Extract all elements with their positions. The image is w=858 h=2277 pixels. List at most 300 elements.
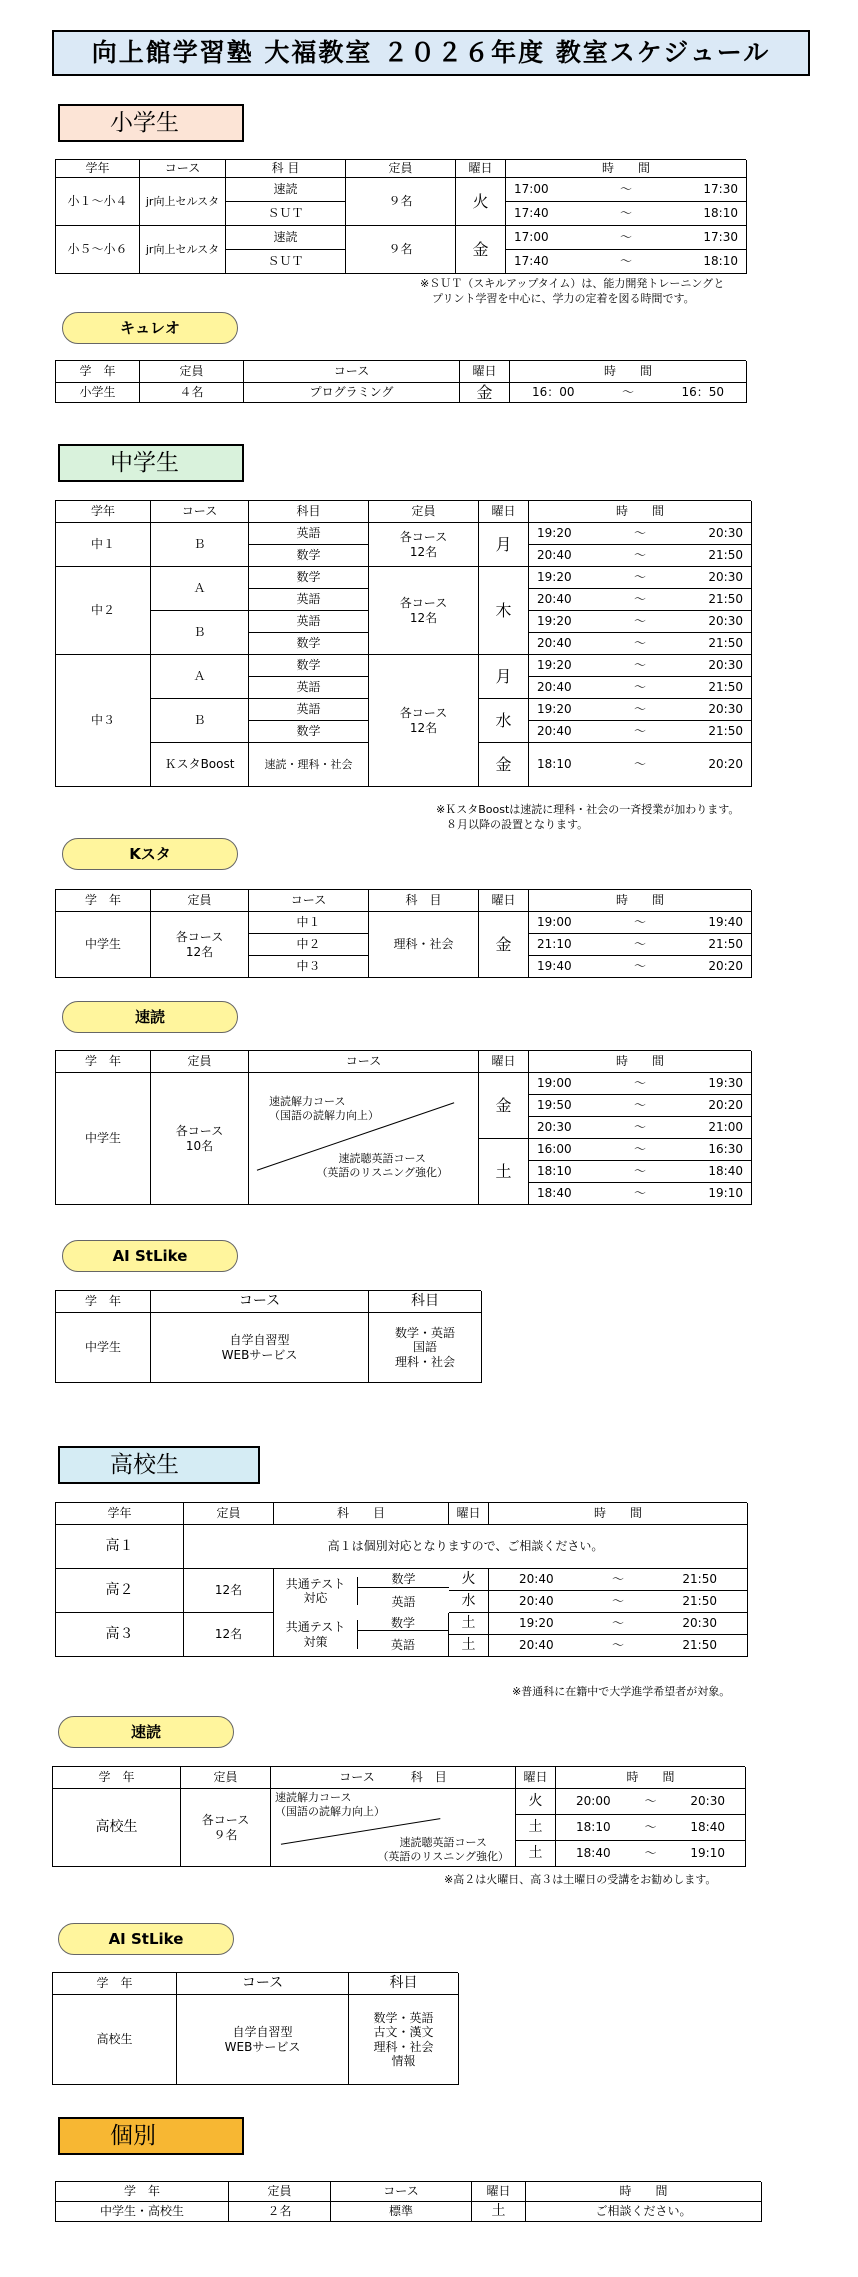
grade-cell: 高校生 bbox=[53, 1995, 177, 2085]
course-split-cell bbox=[271, 1789, 516, 1867]
t: ～ bbox=[619, 182, 632, 197]
subject-cell: 英語 bbox=[249, 611, 369, 633]
time-cell bbox=[489, 1591, 748, 1613]
t: ～ bbox=[633, 1142, 646, 1157]
th: コース bbox=[249, 890, 369, 912]
t: 20:40 bbox=[519, 1638, 554, 1653]
section-high: 高校生 bbox=[58, 1446, 260, 1484]
t: 21:50 bbox=[708, 680, 743, 695]
time-cell bbox=[506, 226, 747, 250]
day-cell: 土 bbox=[516, 1815, 556, 1841]
t: ～ bbox=[633, 702, 646, 717]
t: ～ bbox=[633, 1120, 646, 1135]
t: 18:40 bbox=[576, 1846, 611, 1861]
time-cell bbox=[529, 1117, 752, 1139]
subject-cell: 英語 bbox=[249, 677, 369, 699]
course-a: 速読解力コース （国語の読解力向上） bbox=[269, 1095, 379, 1122]
t: 21:50 bbox=[682, 1638, 717, 1653]
subject-cell: 数学 bbox=[358, 1616, 448, 1631]
t: 17:00 bbox=[514, 230, 549, 245]
grade-cell: 中学生 bbox=[56, 912, 151, 978]
time-cell bbox=[510, 383, 747, 403]
capacity-cell: 12名 bbox=[184, 1613, 274, 1657]
t: ～ bbox=[633, 915, 646, 930]
subject-cell: 数学・英語 国語 理科・社会 bbox=[369, 1313, 482, 1383]
t: ～ bbox=[633, 658, 646, 673]
diagonal-line bbox=[249, 1073, 478, 1204]
t: 16:00 bbox=[537, 1142, 572, 1157]
th: 時 間 bbox=[529, 501, 752, 523]
th: コース 科 目 bbox=[271, 1767, 516, 1789]
kobetsu-table bbox=[55, 2181, 761, 2222]
t: ～ bbox=[611, 1638, 624, 1653]
grade-cell: 小１～小４ bbox=[56, 178, 140, 226]
th: 定員 bbox=[229, 2182, 331, 2202]
t: ～ bbox=[633, 757, 646, 772]
th: 学年 bbox=[56, 501, 151, 523]
th: 曜日 bbox=[479, 890, 529, 912]
t: 20:40 bbox=[537, 592, 572, 607]
th: 学年 bbox=[56, 1503, 184, 1525]
day-cell: 金 bbox=[479, 1073, 529, 1139]
grade-cell: 中学生 bbox=[56, 1313, 151, 1383]
t: ～ bbox=[633, 1098, 646, 1113]
th: 科目 bbox=[369, 1291, 482, 1313]
day-cell: 火 bbox=[516, 1789, 556, 1815]
th: 時 間 bbox=[506, 160, 747, 178]
time-cell bbox=[529, 743, 752, 787]
time-cell bbox=[529, 633, 752, 655]
t: 19:20 bbox=[537, 526, 572, 541]
course-cell: 標準 bbox=[331, 2202, 472, 2222]
t: ～ bbox=[633, 937, 646, 952]
course-cell: ＫスタBoost bbox=[151, 743, 249, 787]
t: 18:40 bbox=[690, 1820, 725, 1835]
course-cell: Ａ bbox=[151, 567, 249, 611]
time-cell bbox=[529, 677, 752, 699]
th: 時 間 bbox=[556, 1767, 746, 1789]
th: 定員 bbox=[140, 361, 244, 383]
th: 定員 bbox=[346, 160, 456, 178]
t: ～ bbox=[633, 1164, 646, 1179]
th: 曜日 bbox=[479, 1051, 529, 1073]
time-cell: ご相談ください。 bbox=[526, 2202, 762, 2222]
t: ～ bbox=[611, 1594, 624, 1609]
th: 学 年 bbox=[53, 1973, 177, 1995]
grade-cell: 高３ bbox=[56, 1613, 184, 1657]
high-table bbox=[55, 1502, 747, 1657]
day-cell: 月 bbox=[479, 523, 529, 567]
th: 曜日 bbox=[479, 501, 529, 523]
t: 18:10 bbox=[537, 757, 572, 772]
th: コース bbox=[151, 501, 249, 523]
th: 科目 bbox=[249, 501, 369, 523]
t: ～ bbox=[633, 636, 646, 651]
th: 定員 bbox=[369, 501, 479, 523]
t: ～ bbox=[633, 1186, 646, 1201]
time-cell bbox=[529, 956, 752, 978]
t: 20:20 bbox=[708, 959, 743, 974]
grade-cell: 中学生 bbox=[56, 1073, 151, 1205]
t: ～ bbox=[633, 526, 646, 541]
day-cell: 月 bbox=[479, 655, 529, 699]
course-a: 速読解力コース （国語の読解力向上） bbox=[275, 1791, 385, 1818]
th: 科 目 bbox=[226, 160, 346, 178]
subject-group bbox=[274, 1569, 449, 1613]
day-cell: 土 bbox=[479, 1139, 529, 1205]
grade-cell: 中１ bbox=[56, 523, 151, 567]
grade-cell: 高２ bbox=[56, 1569, 184, 1613]
th: 時 間 bbox=[529, 1051, 752, 1073]
t: 19:20 bbox=[537, 702, 572, 717]
grade-cell: 小学生 bbox=[56, 383, 140, 403]
course-cell: Ｂ bbox=[151, 611, 249, 655]
t: 21:50 bbox=[682, 1572, 717, 1587]
t: 18:40 bbox=[708, 1164, 743, 1179]
t: 21:50 bbox=[708, 592, 743, 607]
subject-cell: ＳＵＴ bbox=[226, 202, 346, 226]
capacity-cell: ９名 bbox=[346, 178, 456, 226]
day-cell: 金 bbox=[479, 743, 529, 787]
day-cell: 金 bbox=[479, 912, 529, 978]
capacity-cell: 各コース 12名 bbox=[369, 655, 479, 787]
grade-cell: 中３ bbox=[56, 655, 151, 787]
time-cell bbox=[529, 611, 752, 633]
t: 21:50 bbox=[708, 724, 743, 739]
day-cell: 土 bbox=[516, 1841, 556, 1867]
t: 17:30 bbox=[703, 230, 738, 245]
t: 21:50 bbox=[682, 1594, 717, 1609]
time-cell bbox=[529, 1183, 752, 1205]
t: 21:50 bbox=[708, 548, 743, 563]
t: ～ bbox=[619, 206, 632, 221]
course-cell: jr向上セルスタ bbox=[140, 178, 226, 226]
day-cell: 土 bbox=[449, 1635, 489, 1657]
ai-middle-table bbox=[55, 1290, 481, 1383]
t: 21:10 bbox=[537, 937, 572, 952]
time-cell bbox=[529, 934, 752, 956]
th: コース bbox=[244, 361, 460, 383]
course-b: 速読聴英語コース （英語のリスニング強化） bbox=[377, 1836, 509, 1863]
t: ～ bbox=[619, 230, 632, 245]
t: 19:20 bbox=[537, 658, 572, 673]
t: 20:30 bbox=[690, 1794, 725, 1809]
subject-group bbox=[274, 1613, 449, 1657]
sokudoku-table bbox=[55, 1050, 751, 1205]
th: コース bbox=[151, 1291, 369, 1313]
th: 時 間 bbox=[510, 361, 747, 383]
t: 19:40 bbox=[537, 959, 572, 974]
note: ※ＳＵＴ（スキルアップタイム）は、能力開発トレーニングと bbox=[420, 277, 725, 290]
grade-cell: 高１ bbox=[56, 1525, 184, 1569]
grade-cell: 小５～小６ bbox=[56, 226, 140, 274]
t: 19:00 bbox=[537, 1076, 572, 1091]
t: 20:40 bbox=[519, 1594, 554, 1609]
time-cell bbox=[529, 1139, 752, 1161]
th: 科 目 bbox=[369, 890, 479, 912]
course-split-cell bbox=[249, 1073, 479, 1205]
course-cell: 中１ bbox=[249, 912, 369, 934]
elementary-table bbox=[55, 159, 746, 274]
course-cell: Ｂ bbox=[151, 523, 249, 567]
label-ai-stlike-middle: AI StLike bbox=[62, 1240, 238, 1272]
course-cell: 自学自習型 WEBサービス bbox=[151, 1313, 369, 1383]
t: 20:00 bbox=[576, 1794, 611, 1809]
subject-cell: 数学 bbox=[249, 633, 369, 655]
th: 定員 bbox=[181, 1767, 271, 1789]
subject-cell: 英語 bbox=[249, 699, 369, 721]
th: 時 間 bbox=[526, 2182, 762, 2202]
t: ～ bbox=[633, 570, 646, 585]
t: 21:50 bbox=[708, 636, 743, 651]
course-cell: Ａ bbox=[151, 655, 249, 699]
subject-cell: 速読 bbox=[226, 178, 346, 202]
page-title: 向上館学習塾 大福教室 ２０２６年度 教室スケジュール bbox=[52, 30, 810, 76]
note: ※普通科に在籍中で大学進学希望者が対象。 bbox=[512, 1685, 731, 1698]
t: 20:40 bbox=[537, 636, 572, 651]
middle-table bbox=[55, 500, 751, 787]
time-cell bbox=[529, 1073, 752, 1095]
t: 20:40 bbox=[537, 680, 572, 695]
t: 21:00 bbox=[708, 1120, 743, 1135]
t: 19:50 bbox=[537, 1098, 572, 1113]
subject-cell: 英語 bbox=[390, 1638, 415, 1653]
label-ksta: Kスタ bbox=[62, 838, 238, 870]
capacity-cell: ２名 bbox=[229, 2202, 331, 2222]
t: ～ bbox=[633, 724, 646, 739]
subject-cell: 数学・英語 古文・漢文 理科・社会 情報 bbox=[349, 1995, 459, 2085]
note: ※高２は火曜日、高３は土曜日の受講をお勧めします。 bbox=[444, 1873, 717, 1886]
t: ～ bbox=[619, 254, 632, 269]
t: 17:40 bbox=[514, 206, 549, 221]
day-cell: 土 bbox=[472, 2202, 526, 2222]
time-cell bbox=[489, 1635, 748, 1657]
grade-cell: 高校生 bbox=[53, 1789, 181, 1867]
capacity-cell: ４名 bbox=[140, 383, 244, 403]
th: 学 年 bbox=[56, 361, 140, 383]
th: 曜日 bbox=[449, 1503, 489, 1525]
subject-cell: 数学 bbox=[249, 721, 369, 743]
course-cell: 共通テスト 対応 bbox=[274, 1577, 358, 1606]
t: 20:30 bbox=[682, 1616, 717, 1631]
t: 16:30 bbox=[708, 1142, 743, 1157]
grade-cell: 中学生・高校生 bbox=[56, 2202, 229, 2222]
curio-table bbox=[55, 360, 746, 403]
ksta-table bbox=[55, 889, 751, 978]
time-cell bbox=[529, 545, 752, 567]
label-curio: キュレオ bbox=[62, 312, 238, 344]
day-cell: 金 bbox=[460, 383, 510, 403]
th: 曜日 bbox=[516, 1767, 556, 1789]
t: ～ bbox=[644, 1794, 657, 1809]
course-cell: 中２ bbox=[249, 934, 369, 956]
capacity-cell: 各コース 10名 bbox=[151, 1073, 249, 1205]
course-cell: 自学自習型 WEBサービス bbox=[177, 1995, 349, 2085]
th: 学 年 bbox=[56, 890, 151, 912]
grade-cell: 中２ bbox=[56, 567, 151, 655]
th: コース bbox=[177, 1973, 349, 1995]
note: ８月以降の設置となります。 bbox=[446, 818, 589, 831]
t: 20:30 bbox=[708, 526, 743, 541]
t: 17:00 bbox=[514, 182, 549, 197]
t: 17:30 bbox=[703, 182, 738, 197]
t: ～ bbox=[621, 385, 634, 400]
t: 18:40 bbox=[537, 1186, 572, 1201]
t: 20:30 bbox=[708, 658, 743, 673]
note: プリント学習を中心に、学力の定着を図る時間です。 bbox=[432, 292, 695, 305]
time-cell bbox=[529, 523, 752, 545]
th: 定員 bbox=[151, 1051, 249, 1073]
day-cell: 土 bbox=[449, 1613, 489, 1635]
section-kobetsu: 個別 bbox=[58, 2117, 244, 2155]
subject-cell: 英語 bbox=[391, 1594, 416, 1609]
subject-cell: 英語 bbox=[249, 589, 369, 611]
t: 20:20 bbox=[708, 757, 743, 772]
section-elementary: 小学生 bbox=[58, 104, 244, 142]
t: 20:20 bbox=[708, 1098, 743, 1113]
day-cell: 火 bbox=[456, 178, 506, 226]
note: ※ＫスタBoostは速読に理科・社会の一斉授業が加わります。 bbox=[436, 803, 740, 816]
subject-cell: 英語 bbox=[249, 523, 369, 545]
capacity-cell: 各コース 12名 bbox=[369, 567, 479, 655]
subject-cell: 数学 bbox=[249, 545, 369, 567]
t: 19:20 bbox=[519, 1616, 554, 1631]
course-cell: 共通テスト 対策 bbox=[274, 1620, 358, 1649]
time-cell bbox=[529, 1161, 752, 1183]
capacity-cell: 各コース 12名 bbox=[369, 523, 479, 567]
day-cell: 火 bbox=[449, 1569, 489, 1591]
time-cell bbox=[489, 1569, 748, 1591]
t: 16：50 bbox=[681, 385, 724, 400]
t: ～ bbox=[644, 1820, 657, 1835]
subject-cell: 数学 bbox=[358, 1572, 449, 1587]
t: 19:10 bbox=[708, 1186, 743, 1201]
capacity-cell: 12名 bbox=[184, 1569, 274, 1613]
course-cell: プログラミング bbox=[244, 383, 460, 403]
t: 19:20 bbox=[537, 570, 572, 585]
th: 学 年 bbox=[56, 2182, 229, 2202]
t: 19:10 bbox=[690, 1846, 725, 1861]
th: 定員 bbox=[151, 890, 249, 912]
th: 学年 bbox=[56, 160, 140, 178]
course-b: 速読聴英語コース （英語のリスニング強化） bbox=[316, 1152, 448, 1179]
t: 18:10 bbox=[576, 1820, 611, 1835]
t: 17:40 bbox=[514, 254, 549, 269]
t: ～ bbox=[611, 1616, 624, 1631]
t: ～ bbox=[633, 1076, 646, 1091]
time-cell bbox=[489, 1613, 748, 1635]
th: 曜日 bbox=[460, 361, 510, 383]
th: 時 間 bbox=[529, 890, 752, 912]
time-cell bbox=[529, 699, 752, 721]
time-cell bbox=[529, 589, 752, 611]
subject-cell: 数学 bbox=[249, 655, 369, 677]
message-cell: 高１は個別対応となりますので、ご相談ください。 bbox=[184, 1525, 748, 1569]
th: 時 間 bbox=[489, 1503, 748, 1525]
t: 20:30 bbox=[537, 1120, 572, 1135]
t: 20:40 bbox=[537, 548, 572, 563]
time-cell bbox=[529, 912, 752, 934]
subject-cell: 数学 bbox=[249, 567, 369, 589]
t: 20:40 bbox=[519, 1572, 554, 1587]
th: 学 年 bbox=[53, 1767, 181, 1789]
high-sokudoku-table bbox=[52, 1766, 745, 1867]
t: ～ bbox=[633, 959, 646, 974]
th: コース bbox=[140, 160, 226, 178]
subject-cell: 理科・社会 bbox=[369, 912, 479, 978]
th: コース bbox=[249, 1051, 479, 1073]
time-cell bbox=[529, 567, 752, 589]
capacity-cell: ９名 bbox=[346, 226, 456, 274]
time-cell bbox=[506, 202, 747, 226]
t: 18:10 bbox=[703, 206, 738, 221]
t: 19:20 bbox=[537, 614, 572, 629]
time-cell bbox=[556, 1841, 746, 1867]
time-cell bbox=[506, 250, 747, 274]
day-cell: 木 bbox=[479, 567, 529, 655]
course-cell: jr向上セルスタ bbox=[140, 226, 226, 274]
t: ～ bbox=[633, 548, 646, 563]
t: 20:30 bbox=[708, 702, 743, 717]
t: ～ bbox=[633, 614, 646, 629]
subject-cell: 速読 bbox=[226, 226, 346, 250]
time-cell bbox=[506, 178, 747, 202]
th: 曜日 bbox=[456, 160, 506, 178]
day-cell: 水 bbox=[449, 1591, 489, 1613]
label-ai-stlike-high: AI StLike bbox=[58, 1923, 234, 1955]
course-cell: 中３ bbox=[249, 956, 369, 978]
t: 20:30 bbox=[708, 570, 743, 585]
capacity-cell: 各コース ９名 bbox=[181, 1789, 271, 1867]
t: ～ bbox=[633, 592, 646, 607]
t: ～ bbox=[611, 1572, 624, 1587]
t: 20:30 bbox=[708, 614, 743, 629]
time-cell bbox=[529, 1095, 752, 1117]
time-cell bbox=[529, 655, 752, 677]
t: 20:40 bbox=[537, 724, 572, 739]
th: 学 年 bbox=[56, 1051, 151, 1073]
t: ～ bbox=[633, 680, 646, 695]
t: 19:30 bbox=[708, 1076, 743, 1091]
th: コース bbox=[331, 2182, 472, 2202]
t: 18:10 bbox=[703, 254, 738, 269]
t: 19:40 bbox=[708, 915, 743, 930]
time-cell bbox=[556, 1815, 746, 1841]
subject-cell: ＳＵＴ bbox=[226, 250, 346, 274]
th: 学 年 bbox=[56, 1291, 151, 1313]
label-sokudoku-high: 速読 bbox=[58, 1716, 234, 1748]
ai-high-table bbox=[52, 1972, 458, 2085]
time-cell bbox=[529, 721, 752, 743]
day-cell: 水 bbox=[479, 699, 529, 743]
t: 18:10 bbox=[537, 1164, 572, 1179]
t: 21:50 bbox=[708, 937, 743, 952]
t: 19:00 bbox=[537, 915, 572, 930]
capacity-cell: 各コース 12名 bbox=[151, 912, 249, 978]
th: 科 目 bbox=[274, 1503, 449, 1525]
label-sokudoku: 速読 bbox=[62, 1001, 238, 1033]
course-cell: Ｂ bbox=[151, 699, 249, 743]
day-cell: 金 bbox=[456, 226, 506, 274]
t: 16：00 bbox=[532, 385, 575, 400]
th: 曜日 bbox=[472, 2182, 526, 2202]
subject-cell: 速読・理科・社会 bbox=[249, 743, 369, 787]
th: 定員 bbox=[184, 1503, 274, 1525]
section-middle: 中学生 bbox=[58, 444, 244, 482]
th: 科目 bbox=[349, 1973, 459, 1995]
t: ～ bbox=[644, 1846, 657, 1861]
time-cell bbox=[556, 1789, 746, 1815]
